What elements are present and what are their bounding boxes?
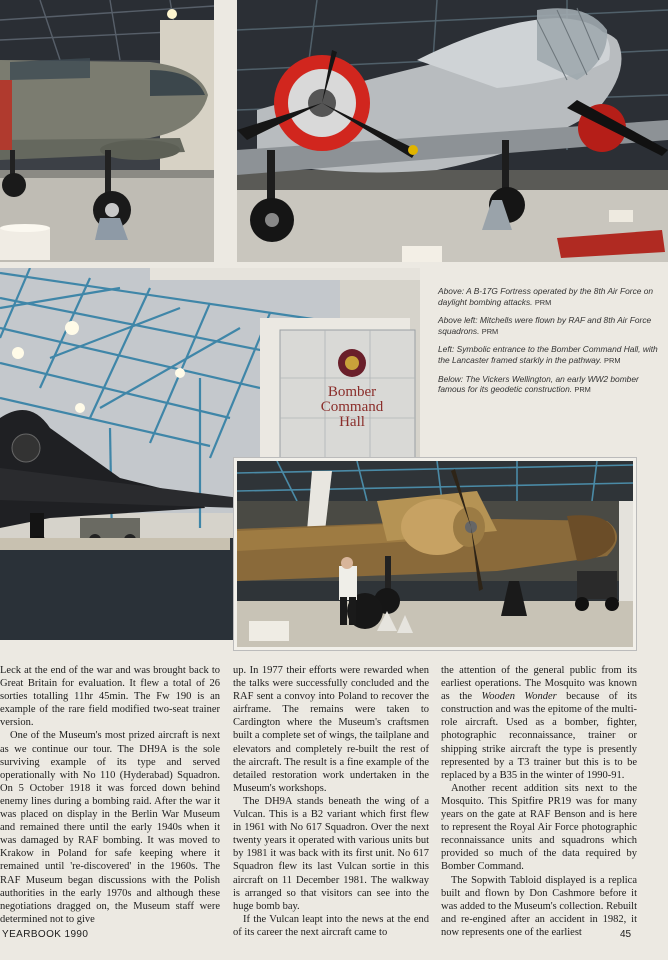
sign-text-line1: Bomber [327, 384, 377, 400]
paragraph: the attention of the general public from its earliest operations. The Mosquito was known as the Wooden Wonder because of its construction and was the epitome of the multi-role aircraft. Used as a bomber, fighter, photographic reconnaissance, trainer or shipping strike aircraft the type is presently represented by a T3 trainer but this is to be replaced by a B35 in the winter of 1990-91. [441, 665, 637, 781]
photo-vickers-wellington [234, 458, 636, 650]
caption-left: Left: Symbolic entrance to the Bomber Command Hall, with the Lancaster framed starkly in the pathway. PRM [438, 344, 658, 365]
photo-b17-fortress [237, 0, 668, 262]
photo-captions [438, 286, 662, 403]
page-number: 45 [620, 929, 632, 940]
paragraph: up. In 1977 their efforts were rewarded when the talks were successfully concluded and the RAF sent a convoy into Poland to recover the airframe. The remains were taken to Cardington where the Museum's craftsmen built a complete set of wings, the tailplane and elevators and completely re-built the rest of the aircraft. The result is a fine example of the detailed restoration work undertaken in the Museum's workshops. [233, 665, 429, 794]
emphasis-text: Wooden Wonder [481, 691, 557, 703]
paragraph: The Sopwith Tabloid displayed is a replica built and flown by Don Cashmore before it was added to the Museum's collection. Rebuilt and re-engined after an accident in 1982, it now represents one of the earliest [441, 874, 637, 938]
paragraph: Leck at the end of the war and was brought back to Great Britain for evaluation. It flew a total of 26 sorties totalling 11hr 45min. The Fw 190 is an example of the rare field modified two-seat trainer version. [0, 665, 220, 729]
paragraph: If the Vulcan leapt into the news at the end of its career the next aircraft came to [233, 913, 429, 938]
photo-mitchell-bomber [0, 0, 214, 262]
paragraph: The DH9A stands beneath the wing of a Vulcan. This is a B2 variant which first flew in 1961 with No 617 Squadron. Over the next twenty years it operated with various units but by 1981 it was back with its first unit. No 617 Squadron flew its last Vulcan sortie in this aircraft on 11 December 1981. The walkway is arranged so that visitors can see into the huge bomb bay. [233, 795, 429, 912]
caption-below: Below: The Vickers Wellington, an early WW2 bomber famous for its geodetic construction. PRM [438, 373, 639, 395]
article-column-1 [0, 664, 220, 926]
paragraph: Another recent addition sits next to the Mosquito. This Spitfire PR19 was for many years on the gate at RAF Benson and is here to represent the Royal Air Force photographic reconnaissance units and squadrons which provided so much of the data required by Bomber Command. [441, 782, 637, 873]
caption-above-left: Above left: Mitchells were flown by RAF and 8th Air Force squadrons. PRM [438, 315, 652, 336]
sign-text-line2: Command [320, 399, 384, 415]
paragraph: One of the Museum's most prized aircraft is next as we continue our tour. The DH9A is the sole surviving example of its type and served operationally with No 110 (Hyderabad) Squadron. On 5 October 1918 it was forced down behind enemy lines during a bombing raid. After the war it was placed on display in the Berlin War Museum and remained there until the early 1940s when it was damaged by RAF bombing. It was moved to Krakow in Poland for safe keeping where it remained until 're-discovered' in the 1960s. The RAF Museum began discussions with the Polish authorities in the early 1970s and although these negotiations dragged on, the Museum staff were determined not to give [0, 730, 220, 925]
caption-above: Above: A B-17G Fortress operated by the 8th Air Force on daylight bombing attacks. PRM [438, 286, 654, 307]
sign-text-line3: Hall [339, 414, 365, 430]
footer-publication: YEARBOOK 1990 [2, 929, 89, 940]
article-column-2 [233, 664, 429, 938]
